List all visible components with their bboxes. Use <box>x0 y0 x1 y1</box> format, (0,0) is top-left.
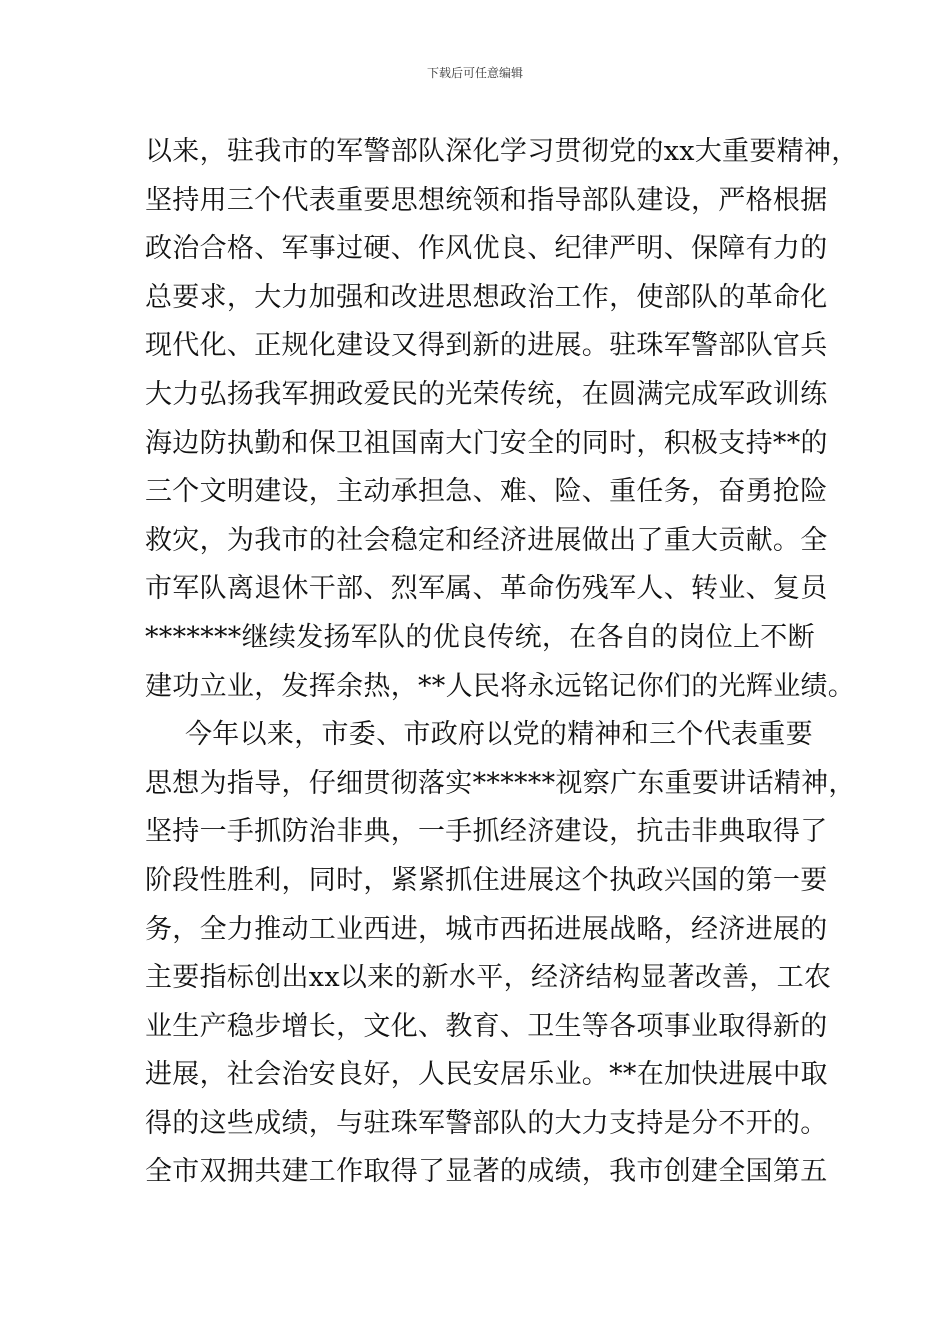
text-line: 进展，社会治安良好，人民安居乐业。**在加快进展中取 <box>145 1059 828 1091</box>
text-line: 得的这些成绩，与驻珠军警部队的大力支持是分不开的。 <box>145 1107 828 1139</box>
text-line: 海边防执勤和保卫祖国南大门安全的同时，积极支持**的 <box>145 427 828 459</box>
text-line: 思想为指导，仔细贯彻落实******视察广东重要讲话精神， <box>145 767 856 799</box>
text-line: 务，全力推动工业西进，城市西拓进展战略，经济进展的 <box>145 913 828 945</box>
text-line: 主要指标创出xx以来的新水平，经济结构显著改善，工农 <box>145 962 832 994</box>
text-line: 大力弘扬我军拥政爱民的光荣传统，在圆满完成军政训练 <box>145 378 828 410</box>
text-line: 救灾，为我市的社会稳定和经济进展做出了重大贡献。全 <box>145 524 828 556</box>
text-line: 现代化、正规化建设又得到新的进展。驻珠军警部队官兵 <box>145 330 828 362</box>
text-line: 建功立业，发挥余热，**人民将永远铭记你们的光辉业绩。 <box>145 670 856 702</box>
text-line: 以来，驻我市的军警部队深化学习贯彻党的xx大重要精神， <box>145 136 859 167</box>
document-body <box>145 128 859 1197</box>
text-line: 阶段性胜利，同时，紧紧抓住进展这个执政兴国的第一要 <box>145 864 828 896</box>
text-line: 市军队离退休干部、烈军属、革命伤残军人、转业、复员 <box>145 573 828 605</box>
page-header: 下载后可任意编辑 <box>426 66 523 80</box>
text-line: 全市双拥共建工作取得了显著的成绩，我市创建全国第五 <box>145 1156 828 1188</box>
text-line: 坚持一手抓防治非典，一手抓经济建设，抗击非典取得了 <box>145 816 828 848</box>
paragraph-first-line: 今年以来，市委、市政府以党的精神和三个代表重要 <box>185 719 813 751</box>
text-line: *******继续发扬军队的优良传统，在各自的岗位上不断 <box>145 621 815 653</box>
text-line: 三个文明建设，主动承担急、难、险、重任务，奋勇抢险 <box>145 476 828 508</box>
text-line: 总要求，大力加强和改进思想政治工作，使部队的革命化 <box>145 281 828 313</box>
text-line: 政治合格、军事过硬、作风优良、纪律严明、保障有力的 <box>145 233 828 265</box>
text-line: 坚持用三个代表重要思想统领和指导部队建设，严格根据 <box>145 184 828 216</box>
text-line: 业生产稳步增长，文化、教育、卫生等各项事业取得新的 <box>145 1010 828 1042</box>
